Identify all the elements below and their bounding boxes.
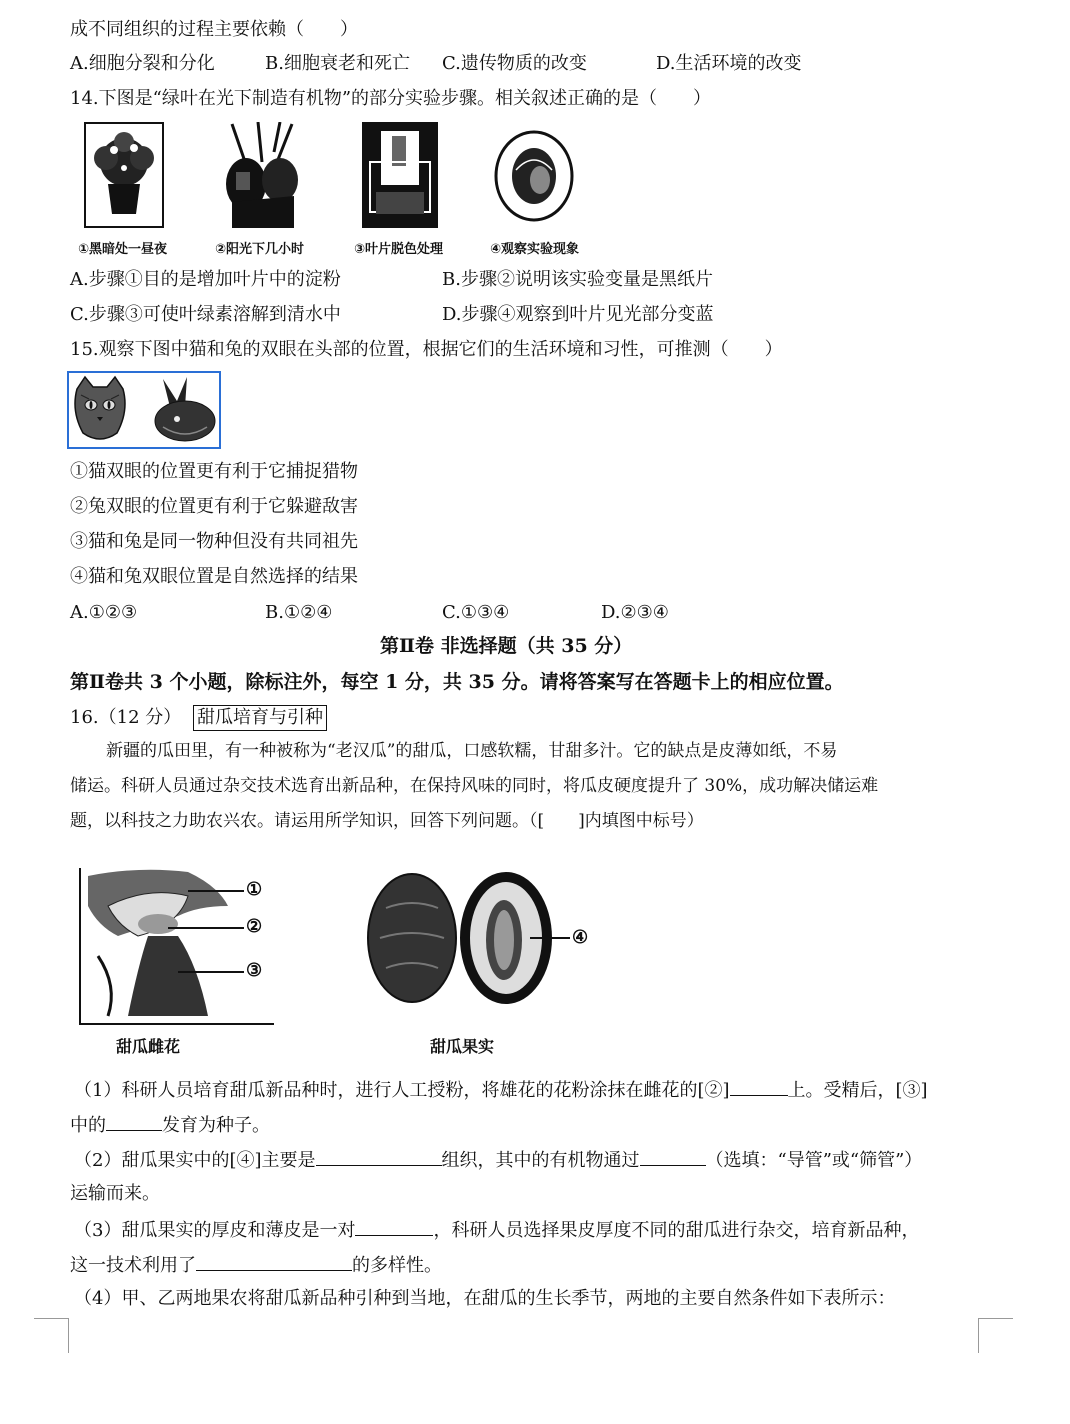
section2-instructions: 第Ⅱ卷共 3 个小题，除标注外，每空 1 分，共 35 分。请将答案写在答题卡上的相应位置。	[70, 671, 844, 693]
cat-rabbit-image[interactable]	[67, 371, 221, 449]
leaf-decolor-beaker-image	[362, 122, 438, 228]
figure-label-1: ①	[246, 879, 263, 900]
answer-blank[interactable]	[316, 1147, 442, 1166]
q13-option-b: B.细胞衰老和死亡	[265, 53, 410, 74]
q14-stem: 14.下图是“绿叶在光下制造有机物”的部分实验步骤。相关叙述正确的是（ ）	[70, 88, 712, 109]
leaf-dish-image	[494, 130, 574, 222]
melon-female-flower-image	[78, 866, 358, 1026]
q16-intro-line-2: 储运。科研人员通过杂交技术选育出新品种，在保持风味的同时，将瓜皮硬度提升了 30%，成功解决储运难	[70, 776, 879, 796]
leaves-sunlight-image	[222, 122, 304, 228]
melon-fruit-image	[366, 868, 596, 1008]
melon-fruit-caption: 甜瓜果实	[430, 1037, 495, 1056]
answer-blank[interactable]	[640, 1147, 706, 1166]
figure-label-3: ③	[246, 960, 263, 981]
q16-sub1-line2: 中的 发育为种子。	[70, 1112, 270, 1138]
q15-statement-2: ②兔双眼的位置更有利于它躲避敌害	[70, 496, 358, 517]
fig-caption-3: ③叶片脱色处理	[354, 242, 444, 257]
q13-option-a: A.细胞分裂和分化	[70, 53, 215, 74]
q15-statement-3: ③猫和兔是同一物种但没有共同祖先	[70, 531, 358, 552]
page-corner-mark-left	[34, 1318, 69, 1353]
fig-caption-4: ④观察实验现象	[490, 242, 580, 257]
answer-blank[interactable]	[196, 1252, 352, 1271]
q14-option-a: A.步骤①目的是增加叶片中的淀粉	[70, 269, 341, 290]
answer-blank[interactable]	[730, 1077, 788, 1096]
q16-intro-line-1: 新疆的瓜田里，有一种被称为“老汉瓜”的甜瓜，口感软糯，甘甜多汁。它的缺点是皮薄如纸，不易	[106, 741, 838, 761]
melon-flower-caption: 甜瓜雌花	[116, 1037, 181, 1056]
potted-plant-dark-image	[84, 122, 164, 228]
q16-sub3-line2: 这一技术利用了 的多样性。	[70, 1252, 442, 1278]
q13-stem-tail: 成不同组织的过程主要依赖（ ）	[70, 19, 358, 40]
fig-caption-1: ①黑暗处一昼夜	[78, 242, 168, 257]
page-corner-mark-right	[978, 1318, 1013, 1353]
q15-statement-1: ①猫双眼的位置更有利于它捕捉猎物	[70, 461, 358, 482]
q13-option-c: C.遗传物质的改变	[442, 53, 587, 74]
q15-option-a: A.①②③	[70, 602, 138, 623]
q13-option-d: D.生活环境的改变	[656, 53, 802, 74]
q16-sub4: （4）甲、乙两地果农将甜瓜新品种引种到当地，在甜瓜的生长季节，两地的主要自然条件如下表所示：	[74, 1288, 896, 1309]
q15-statement-4: ④猫和兔双眼位置是自然选择的结果	[70, 566, 358, 587]
section2-title: 第Ⅱ卷 非选择题（共 35 分）	[380, 635, 633, 657]
q15-option-c: C.①③④	[442, 602, 510, 623]
q14-option-c: C.步骤③可使叶绿素溶解到清水中	[70, 304, 341, 325]
q16-sub3-line1: （3）甜瓜果实的厚皮和薄皮是一对 ，科研人员选择果皮厚度不同的甜瓜进行杂交，培育新品种，	[74, 1217, 919, 1243]
figure-label-2: ②	[246, 916, 263, 937]
q16-sub2-line2: 运输而来。	[70, 1183, 160, 1204]
q16-intro-line-3: 题，以科技之力助农兴农。请运用所学知识，回答下列问题。（[ ]内填图中标号）	[70, 811, 704, 831]
cat-face-icon	[75, 377, 125, 439]
q16-sub2-line1: （2）甜瓜果实中的[④]主要是 组织，其中的有机物通过 （选填：“导管”或“筛管”）	[74, 1147, 922, 1173]
fig-caption-2: ②阳光下几小时	[215, 242, 305, 257]
q15-stem: 15.观察下图中猫和兔的双眼在头部的位置，根据它们的生活环境和习性，可推测（ ）	[70, 339, 783, 360]
q15-option-d: D.②③④	[601, 602, 669, 623]
answer-blank[interactable]	[106, 1112, 162, 1131]
q15-option-b: B.①②④	[265, 602, 333, 623]
figure-label-4: ④	[572, 927, 589, 948]
q14-option-b: B.步骤②说明该实验变量是黑纸片	[442, 269, 713, 290]
q14-option-d: D.步骤④观察到叶片见光部分变蓝	[442, 304, 714, 325]
answer-blank[interactable]	[355, 1217, 433, 1236]
q16-sub1-line1: （1）科研人员培育甜瓜新品种时，进行人工授粉，将雄花的花粉涂抹在雌花的[②] 上。受精后，[③]	[74, 1077, 928, 1103]
q16-number: 16.（12 分）	[70, 707, 182, 728]
q16-topic-box: 甜瓜培育与引种	[193, 705, 327, 731]
